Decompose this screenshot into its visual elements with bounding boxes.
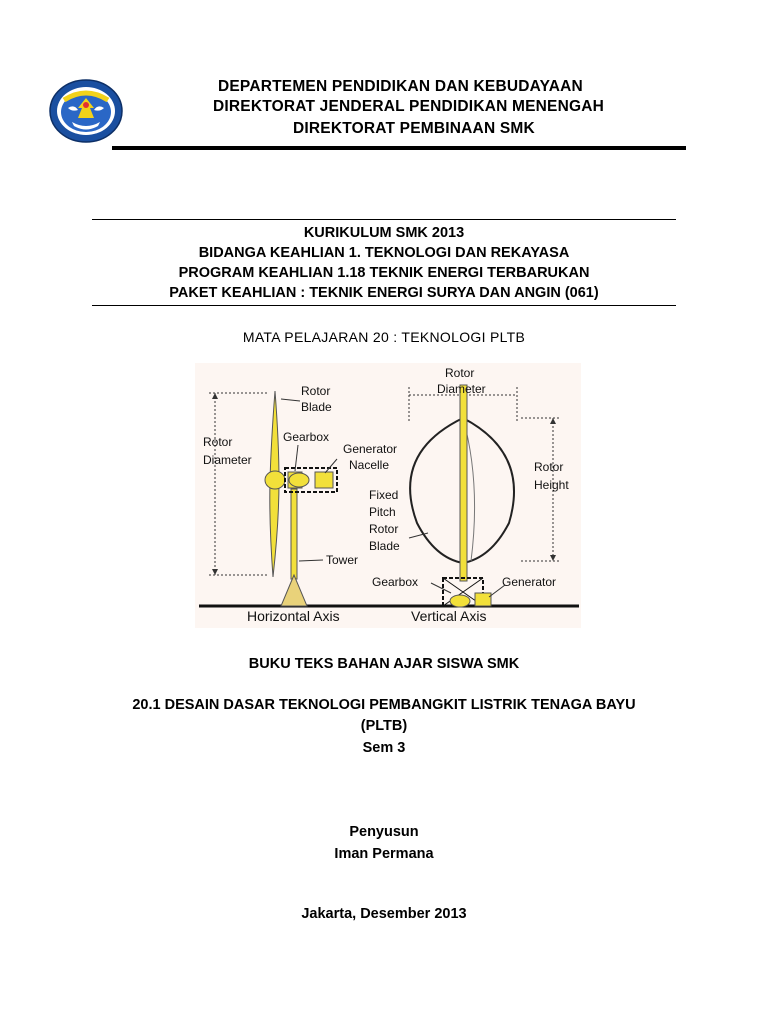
label-rotor-height-2: Height xyxy=(534,478,569,492)
place-date: Jakarta, Desember 2013 xyxy=(301,906,467,922)
label-rotor-diameter-h-2: Diameter xyxy=(203,453,252,467)
label-horizontal-axis: Horizontal Axis xyxy=(247,608,340,624)
book-title-line1: 20.1 DESAIN DASAR TEKNOLOGI PEMBANGKIT LISTRIK TENAGA BAYU xyxy=(132,697,636,713)
label-vertical-axis: Vertical Axis xyxy=(411,608,487,624)
label-fixed-pitch-1: Fixed xyxy=(369,488,399,502)
label-gearbox-vertical: Gearbox xyxy=(372,575,419,589)
tut-wuri-handayani-logo xyxy=(48,78,124,144)
logo-emblem-icon xyxy=(48,78,124,144)
label-fixed-pitch-4: Blade xyxy=(369,539,400,553)
directorate-general-title: DIREKTORAT JENDERAL PENDIDIKAN MENENGAH xyxy=(213,98,605,115)
subject-title: MATA PELAJARAN 20 : TEKNOLOGI PLTB xyxy=(242,329,526,345)
expertise-program: PROGRAM KEAHLIAN 1.18 TEKNIK ENERGI TERBARUKAN xyxy=(178,265,590,281)
label-tower: Tower xyxy=(326,553,359,567)
header-rule xyxy=(112,146,686,150)
label-generator-2: Nacelle xyxy=(349,458,390,472)
label-rotor-blade-1: Rotor xyxy=(301,384,331,398)
author-label: Penyusun xyxy=(349,824,419,840)
directorate-title: DIREKTORAT PEMBINAAN SMK xyxy=(293,120,535,137)
book-type: BUKU TEKS BAHAN AJAR SISWA SMK xyxy=(248,656,520,672)
label-generator-1: Generator xyxy=(343,442,398,456)
label-fixed-pitch-3: Rotor xyxy=(369,522,399,536)
label-rotor-diameter-v-2: Diameter xyxy=(437,382,486,396)
label-fixed-pitch-2: Pitch xyxy=(369,505,396,519)
label-gearbox-horizontal: Gearbox xyxy=(283,430,330,444)
label-rotor-height-1: Rotor xyxy=(534,460,564,474)
label-rotor-diameter-h-1: Rotor xyxy=(203,435,233,449)
field-of-expertise: BIDANGA KEAHLIAN 1. TEKNOLOGI DAN REKAYASA xyxy=(198,245,570,261)
label-rotor-blade-2: Blade xyxy=(301,400,332,414)
semester: Sem 3 xyxy=(362,740,406,756)
curriculum-bottom-rule xyxy=(92,305,676,306)
author-name: Iman Permana xyxy=(334,846,434,862)
curriculum-top-rule xyxy=(92,219,676,220)
label-generator-vertical: Generator xyxy=(502,575,557,589)
ministry-title: DEPARTEMEN PENDIDIKAN DAN KEBUDAYAAN xyxy=(218,78,583,95)
book-title-line2: (PLTB) xyxy=(360,718,408,734)
label-rotor-diameter-v-1: Rotor xyxy=(445,366,475,380)
wind-turbine-diagram xyxy=(195,363,581,628)
expertise-package: PAKET KEAHLIAN : TEKNIK ENERGI SURYA DAN ANGIN (061) xyxy=(169,285,599,301)
curriculum-title: KURIKULUM SMK 2013 xyxy=(303,225,465,241)
turbine-illustration xyxy=(195,363,581,628)
